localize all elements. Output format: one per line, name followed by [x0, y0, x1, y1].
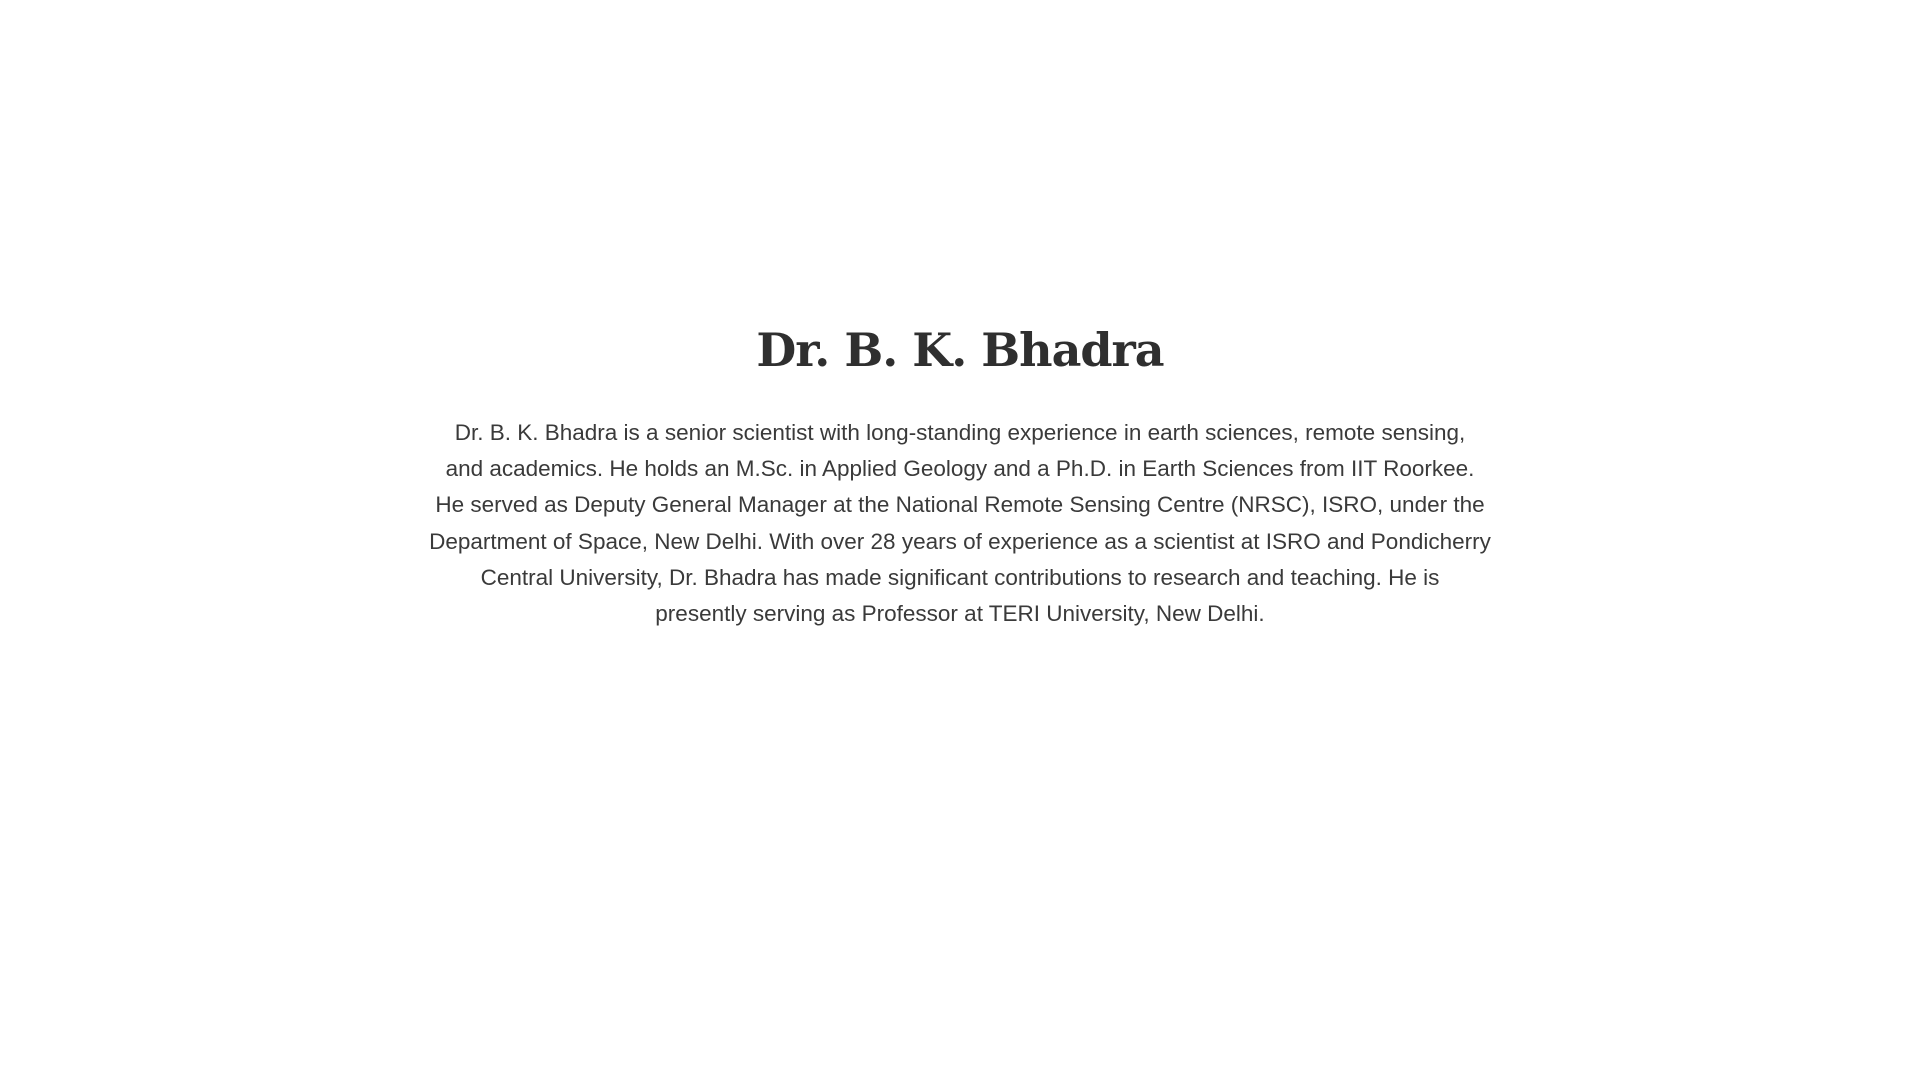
profile-bio-section: [360, 318, 1560, 632]
bio-line: presently serving as Professor at TERI University, New Delhi.: [655, 601, 1265, 627]
profile-bio-paragraph: [375, 415, 1545, 632]
bio-line: Central University, Dr. Bhadra has made significant contributions to research and teaching. He is: [480, 564, 1440, 590]
bio-line: and academics. He holds an M.Sc. in Applied Geology and a Ph.D. in Earth Sciences from IIT Roorkee.: [445, 456, 1475, 482]
bio-line: Department of Space, New Delhi. With over 28 years of experience as a scientist at ISRO and Pondicherry: [429, 528, 1491, 554]
bio-line: He served as Deputy General Manager at the National Remote Sensing Centre (NRSC), ISRO, under the: [435, 492, 1485, 518]
bio-line: Dr. B. K. Bhadra is a senior scientist with long-standing experience in earth sciences, remote sensing,: [454, 420, 1466, 445]
profile-name-heading: Dr. B. K. Bhadra: [756, 323, 1164, 377]
